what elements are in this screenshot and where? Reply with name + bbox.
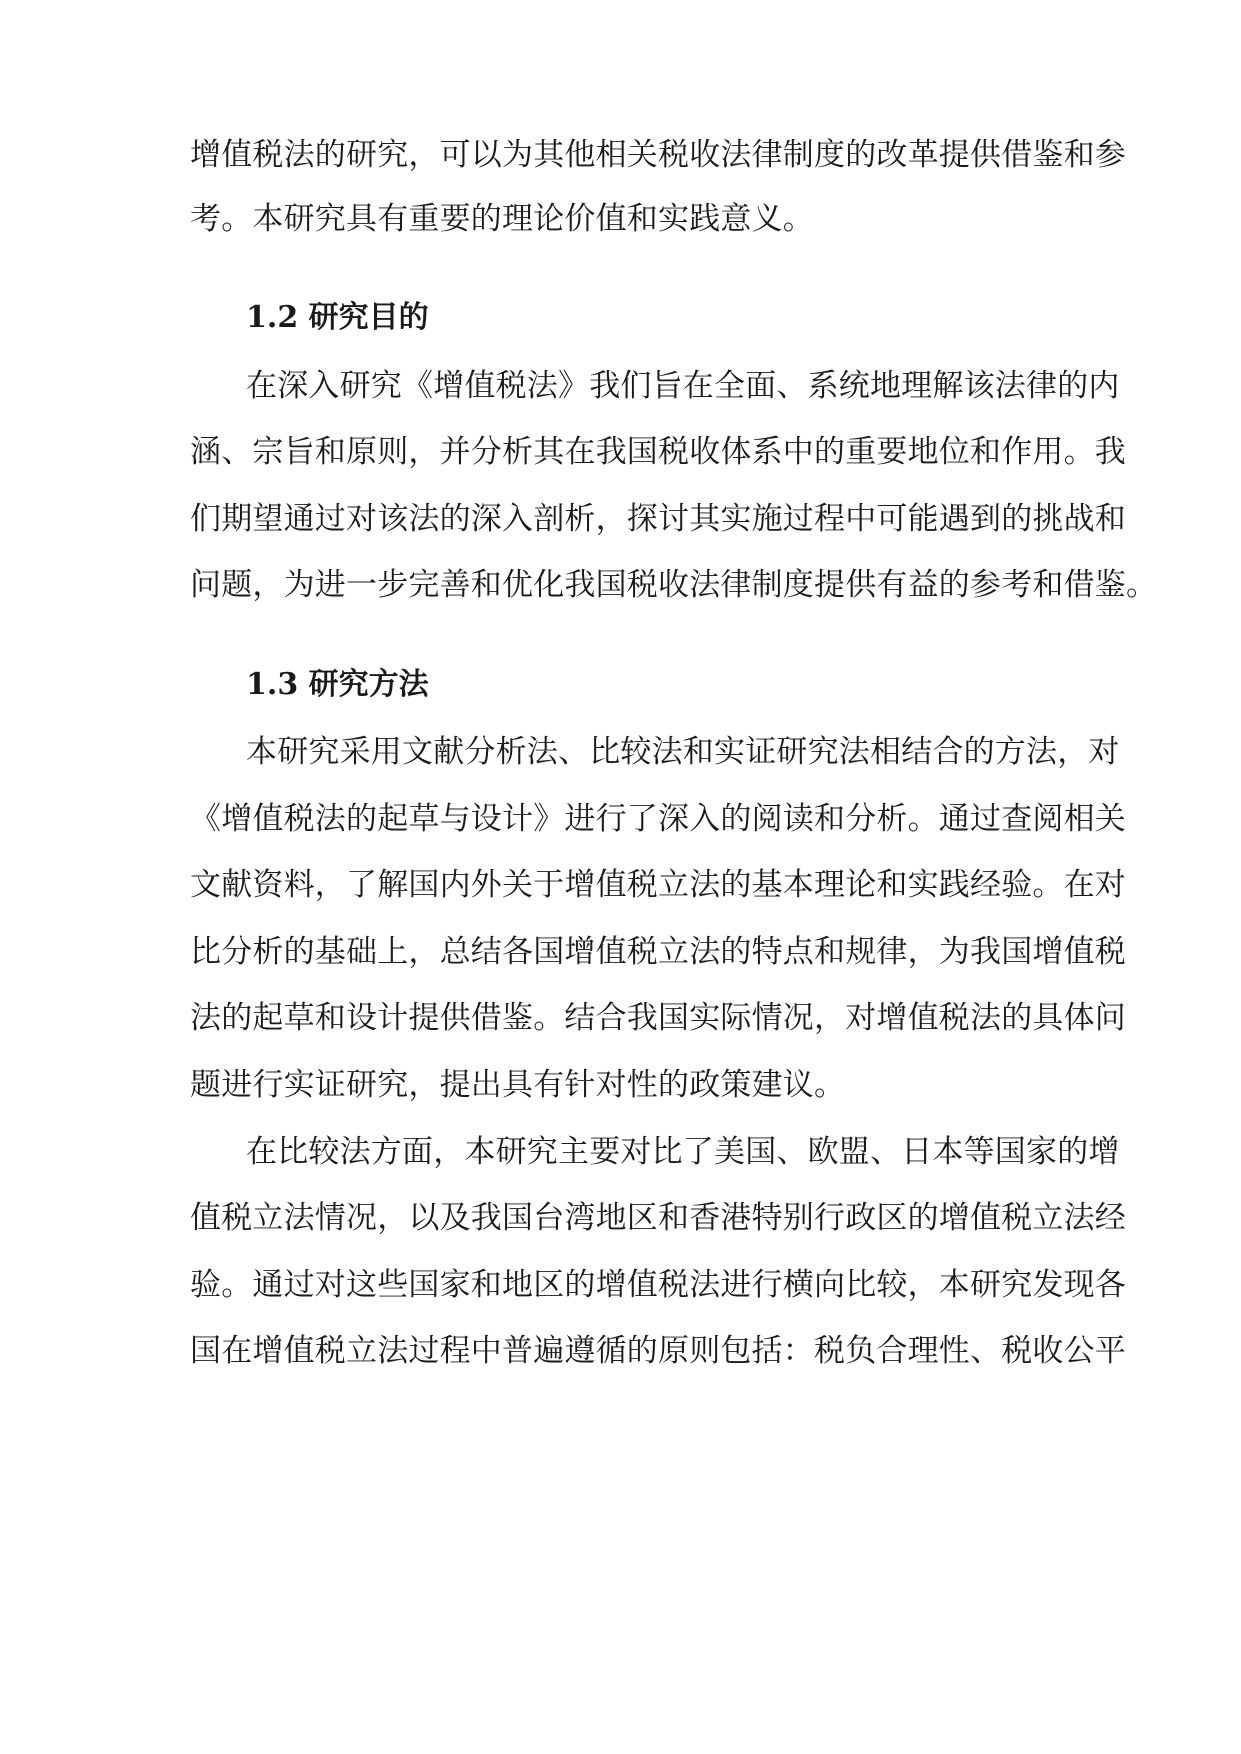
paragraph-line: 本研究采用文献分析法、比较法和实证研究法相结合的方法，对 [246, 734, 1120, 770]
paragraph-line: 涵、宗旨和原则，并分析其在我国税收体系中的重要地位和作用。我 [190, 434, 1126, 470]
paragraph-line: 《增值税法的起草与设计》进行了深入的阅读和分析。通过查阅相关 [190, 801, 1126, 837]
paragraph-line: 验。通过对这些国家和地区的增值税法进行横向比较，本研究发现各 [190, 1267, 1126, 1303]
section-heading-1-2: 1.2 研究目的 [246, 300, 429, 335]
paragraph-line: 比分析的基础上，总结各国增值税立法的特点和规律，为我国增值税 [190, 934, 1126, 970]
paragraph-line: 在比较法方面，本研究主要对比了美国、欧盟、日本等国家的增 [246, 1134, 1120, 1170]
section-heading-1-3: 1.3 研究方法 [246, 667, 429, 702]
paragraph-line: 题进行实证研究，提出具有针对性的政策建议。 [190, 1067, 846, 1103]
paragraph-line: 增值税法的研究，可以为其他相关税收法律制度的改革提供借鉴和参 [190, 137, 1126, 173]
paragraph-line: 考。本研究具有重要的理论价值和实践意义。 [190, 201, 814, 237]
paragraph-line: 们期望通过对该法的深入剖析，探讨其实施过程中可能遇到的挑战和 [190, 501, 1126, 537]
paragraph-line: 值税立法情况，以及我国台湾地区和香港特别行政区的增值税立法经 [190, 1200, 1126, 1236]
paragraph-line: 在深入研究《增值税法》我们旨在全面、系统地理解该法律的内 [246, 368, 1120, 404]
paragraph-line: 文献资料，了解国内外关于增值税立法的基本理论和实践经验。在对 [190, 867, 1126, 903]
paragraph-line: 国在增值税立法过程中普遍遵循的原则包括：税负合理性、税收公平 [190, 1333, 1126, 1369]
paragraph-line: 法的起草和设计提供借鉴。结合我国实际情况，对增值税法的具体问 [190, 1000, 1126, 1036]
paragraph-line: 问题，为进一步完善和优化我国税收法律制度提供有益的参考和借鉴。 [190, 567, 1158, 603]
